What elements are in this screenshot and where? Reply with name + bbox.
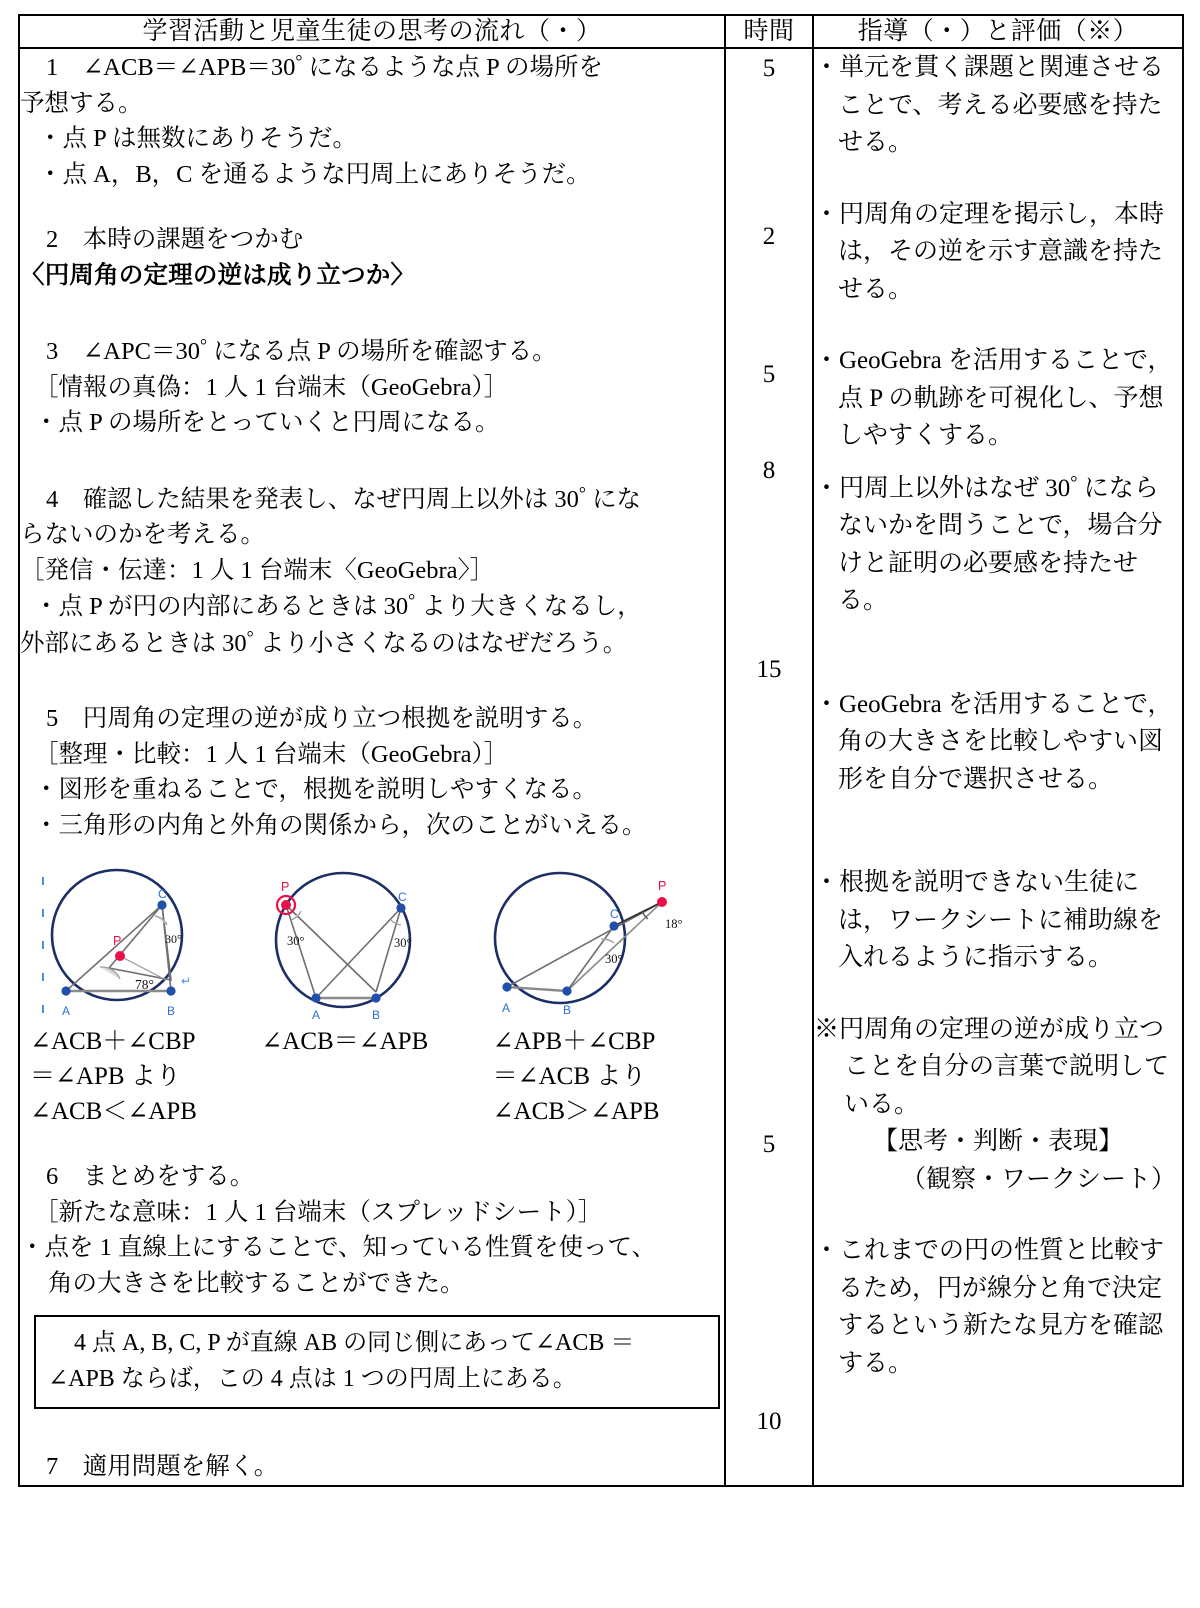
item5-line1: 5 円周角の定理の逆が成り立つ根拠を説明する。 <box>46 705 598 733</box>
time-item-2: 2 <box>762 223 776 251</box>
spacer <box>20 441 724 481</box>
time-item-5: 15 <box>756 656 782 684</box>
guidance-4-text-b: にならないかを問うことで，場合分けと証明の必要感を持たせる。 <box>838 474 1163 615</box>
conclusion-box <box>34 1315 720 1409</box>
header-guidance: 指導（・）と評価（※） <box>813 15 1183 48</box>
item4-line2: らないのかを考える。 <box>20 521 265 549</box>
activity-item-5 <box>20 701 724 843</box>
spacer <box>814 455 1182 469</box>
guidance-item-5: ・GeoGebra を活用することで，角の大きさを比較しやすい図形を自分で選択させる。 <box>814 690 1173 793</box>
label-c: C <box>158 887 167 902</box>
spacer <box>814 308 1182 342</box>
spacer <box>814 798 1182 864</box>
guidance-item-2: ・円周角の定理を掲示し，本時は，その逆を示す意識を持たせる。 <box>814 200 1165 303</box>
item1-bullet-1: ・点 P は無数にありそうだ。 <box>38 125 357 153</box>
activity-item-4 <box>20 481 724 661</box>
formula-column-1 <box>30 1024 261 1129</box>
item4-bullet-1b: より大きくなるし， <box>421 593 642 621</box>
label-a: A <box>502 1001 511 1016</box>
formula-1-line-3: ∠ACB＜∠APB <box>30 1098 197 1126</box>
time-item-4: 8 <box>762 457 776 485</box>
item3-bullet-1: ・点 P の場所をとっていくと円周になる。 <box>34 409 500 437</box>
item4-line3: ［発信・伝達：1 人 1 台端末〈GeoGebra〉］ <box>20 556 495 584</box>
header-activity: 学習活動と児童生徒の思考の流れ（・） <box>19 15 725 48</box>
point-b <box>371 994 380 1003</box>
point-a <box>502 983 511 992</box>
guidance-item-8: ・これまでの円の性質と比較するため，円が線分と角で決定するという新たな見方を確認する。 <box>814 1237 1165 1377</box>
header-time: 時間 <box>725 15 813 48</box>
activity-item-7 <box>20 1449 724 1485</box>
item4-bullet-2b: より小さくなるのはなぜだろう。 <box>259 629 628 657</box>
evaluation-method: （観察・ワークシート） <box>900 1165 1176 1193</box>
item2-task: 〈円周角の定理の逆は成り立つか〉 <box>20 261 416 289</box>
activity-cell <box>19 48 725 1486</box>
spacer <box>814 1198 1182 1232</box>
arrow-marker: ↵ <box>181 974 192 989</box>
activity-item-3 <box>20 333 724 440</box>
item5-line2: ［整理・比較：1 人 1 台端末（GeoGebra）］ <box>34 740 509 768</box>
formula-column-3 <box>493 1024 724 1129</box>
evaluation-item: ※円周角の定理の逆が成り立つことを自分の言葉で説明している。 <box>814 1015 1170 1118</box>
figure-point-p-inside-circle <box>34 857 258 1020</box>
item6-bullet-1b: 角の大きさを比較することができた。 <box>48 1269 465 1297</box>
lesson-plan-table <box>18 14 1184 1487</box>
item4-line1-end: にな <box>592 485 642 513</box>
spacer <box>20 293 724 333</box>
time-item-7: 10 <box>756 1408 782 1436</box>
table-header-row <box>19 15 1183 48</box>
conclusion-line-2: ∠APB ならば，この 4 点は 1 つの円周上にある。 <box>48 1366 577 1393</box>
spacer <box>20 1129 724 1159</box>
angle-label-p: 78° <box>135 977 154 993</box>
label-p: P <box>658 879 667 894</box>
guidance-4-text-a: ・円周上以外はなぜ 30 <box>814 474 1071 502</box>
angle-wedge-c <box>155 916 167 925</box>
point-c <box>609 922 618 931</box>
point-b <box>166 987 175 996</box>
item1-line1-end: になるような点 P の場所を <box>308 54 603 82</box>
spacer <box>814 162 1182 196</box>
figure-point-p-on-circle <box>258 857 482 1020</box>
guidance-item-1: ・単元を貫く課題と関連させることで、考える必要感を持たせる。 <box>814 54 1165 157</box>
label-b: B <box>372 1008 381 1021</box>
spacer <box>814 977 1182 1011</box>
item1-line1: 1 ∠ACB＝∠APB＝30 <box>46 54 296 82</box>
item4-bullet-2a: 外部にあるときは 30 <box>20 629 247 657</box>
item5-bullet-2: ・三角形の内角と外角の関係から，次のことがいえる。 <box>34 811 647 839</box>
formula-3-line-1: ∠APB＋∠CBP <box>492 1028 656 1056</box>
figure-point-p-outside-circle <box>482 857 706 1020</box>
label-b: B <box>167 1004 176 1019</box>
degree-symbol: ° <box>578 482 586 503</box>
item1-bullet-2: ・点 A，B，C を通るような円周上にありそうだ。 <box>38 160 591 188</box>
segment-ab <box>507 987 567 991</box>
item4-line1: 4 確認した結果を発表し、なぜ円周上以外は 30 <box>46 485 579 513</box>
item1-line2: 予想する。 <box>20 89 143 117</box>
spacer <box>20 661 724 701</box>
point-a <box>61 987 70 996</box>
angle-label-c: 30° <box>605 952 623 967</box>
label-c: C <box>610 907 619 922</box>
item2-line1: 2 本時の課題をつかむ <box>46 226 304 254</box>
point-c <box>396 904 405 913</box>
item6-bullet-1a: ・点を 1 直線上にすることで、知っている性質を使って、 <box>20 1234 657 1262</box>
item7-line1: 7 適用問題を解く。 <box>46 1453 279 1481</box>
point-b <box>562 987 571 996</box>
degree-symbol: ° <box>1070 471 1078 492</box>
guidance-item-6: ・根拠を説明できない生徒には，ワークシートに補助線を入れるように指示する。 <box>814 869 1164 972</box>
angle-wedge-c <box>391 920 401 925</box>
label-a: A <box>312 1008 321 1021</box>
formula-3-line-3: ∠ACB＞∠APB <box>492 1098 660 1126</box>
degree-symbol: ° <box>199 335 208 356</box>
degree-symbol: ° <box>295 51 303 72</box>
guidance-item-4 <box>814 469 1182 620</box>
geometry-figures <box>34 857 724 1020</box>
angle-label-p: 30° <box>287 934 305 949</box>
formula-column-2 <box>261 1024 492 1129</box>
spacer <box>20 1409 724 1449</box>
item3-line1-end: になる点 P の場所を確認する。 <box>213 338 557 366</box>
formula-2-line-1: ∠ACB＝∠APB <box>261 1028 429 1056</box>
time-cell <box>725 48 813 1486</box>
angle-label-c: 30° <box>165 932 182 947</box>
conclusion-line-1: 4 点 A, B, C, P が直線 AB の同じ側にあって∠ACB ＝ <box>74 1330 635 1357</box>
label-p: P <box>113 934 122 949</box>
time-item-1: 5 <box>762 55 776 83</box>
label-b: B <box>563 1003 572 1018</box>
angle-label-c: 30° <box>394 936 412 951</box>
item3-line1: 3 ∠APC＝30 <box>46 338 200 366</box>
guidance-item-3: ・GeoGebra を活用することで，点 P の軌跡を可視化し、予想しやすくする。 <box>814 347 1173 450</box>
point-p <box>657 897 667 907</box>
point-c <box>157 901 166 910</box>
time-item-6: 5 <box>762 1131 776 1159</box>
label-a: A <box>62 1004 71 1019</box>
angle-label-p: 18° <box>665 917 683 932</box>
activity-item-6 <box>20 1159 724 1301</box>
evaluation-category: 【思考・判断・表現】 <box>872 1128 1123 1156</box>
formula-3-line-2: ＝∠ACB より <box>492 1063 647 1091</box>
point-p <box>115 951 125 961</box>
item3-line2: ［情報の真偽：1 人 1 台端末（GeoGebra）］ <box>34 373 509 401</box>
formula-1-line-2: ＝∠APB より <box>30 1063 181 1091</box>
degree-symbol: ° <box>408 590 416 611</box>
item5-bullet-1: ・図形を重ねることで，根拠を説明しやすくなる。 <box>34 776 598 804</box>
degree-symbol: ° <box>246 626 254 647</box>
label-p: P <box>281 880 290 895</box>
spacer <box>20 192 724 222</box>
spacer <box>814 620 1182 686</box>
formula-1-line-1: ∠ACB＋∠CBP <box>30 1028 196 1056</box>
time-item-3: 5 <box>762 361 776 389</box>
point-p <box>281 900 291 910</box>
label-c: C <box>398 890 407 905</box>
guidance-cell <box>813 48 1183 1486</box>
item6-line2: ［新たな意味：1 人 1 台端末（スプレッドシート）］ <box>34 1198 603 1226</box>
item4-bullet-1a: ・点 P が円の内部にあるときは 30 <box>34 593 409 621</box>
table-body-row <box>19 48 1183 1486</box>
point-a <box>311 994 320 1003</box>
activity-item-1 <box>20 49 724 192</box>
activity-item-2 <box>20 222 724 293</box>
item6-line1: 6 まとめをする。 <box>46 1163 255 1191</box>
formula-row <box>30 1024 724 1129</box>
